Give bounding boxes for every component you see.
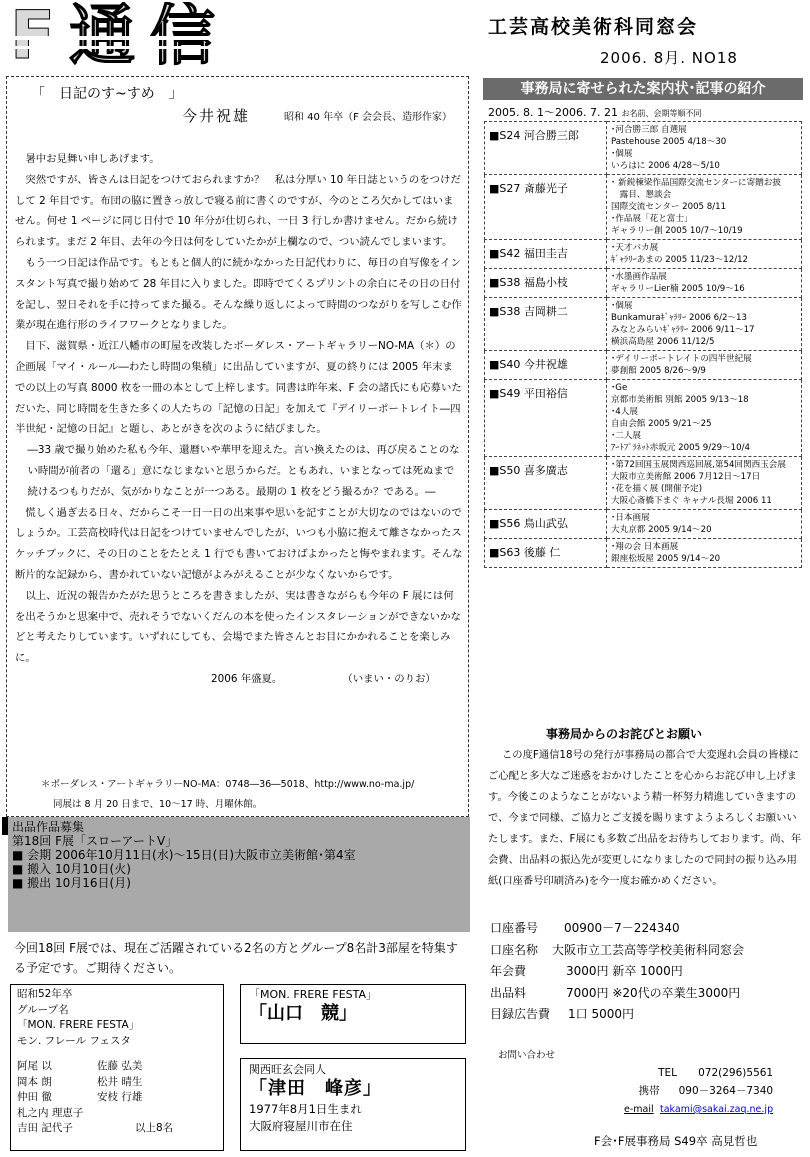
announcement-row (485, 240, 802, 269)
member-row: 岡本 朗 松井 晴生 (17, 1075, 143, 1088)
member-name: ■S50 喜多廣志 (485, 457, 607, 510)
detail-line: ･作品展「花と富士」 (611, 214, 693, 224)
entry-fee-row: 出品料 7000円 ※20代の卒業生3000円 (490, 985, 741, 1000)
essay-title: 「 日記のす~すめ 」 (31, 86, 183, 102)
detail-line: ･天才バカ展 (611, 243, 659, 253)
member-name: ■S38 吉岡耕二 (485, 298, 607, 351)
period-note: お名前、会期等順不同 (621, 109, 702, 118)
mail-row: e-mail takami@sakai.zaq.ne.jp (624, 1104, 774, 1115)
mobile-row: 携帯 090－3264－7340 (638, 1085, 774, 1097)
detail-line: ･4人展 (611, 407, 638, 417)
issue-number: 2006. 8月. NO18 (600, 49, 738, 67)
detail-line: ･花を描く展 (開催予定) (611, 484, 703, 494)
detail-line: 銀座松坂屋 2005 9/14～20 (611, 554, 721, 564)
member-name: ■S49 平田裕信 (485, 380, 607, 457)
announcement-detail (607, 380, 802, 457)
announcement-detail (607, 351, 802, 380)
detail-line: 横浜高島屋 2006 11/12/5 (611, 337, 715, 347)
detail-line: ･二人展 (611, 431, 642, 441)
member-name: ■S24 河合勝三郎 (485, 122, 607, 175)
ad-fee-row: 目録広告費 1口 5000円 (490, 1007, 634, 1021)
announcement-row (485, 298, 802, 351)
period-line (488, 104, 701, 120)
featured-artist-1 (240, 984, 466, 1044)
member-row: 札之内 理恵子 (17, 1106, 84, 1119)
contact-block (624, 1064, 773, 1119)
essay-author: 今井祝雄 (182, 107, 251, 125)
featured-artist-2 (240, 1058, 466, 1151)
detail-line: ギャラリー創 2005 10/7～10/19 (611, 226, 743, 236)
detail-line: Bunkamuraｷﾞｬﾗﾘｰ 2006 6/2～13 (611, 313, 747, 323)
detail-line: 自由会館 2005 9/21～25 (611, 419, 712, 429)
section-banner: 事務局に寄せられた案内状･記事の紹介 (483, 78, 803, 100)
detail-line: ｷﾞｬﾗﾘｰあまの 2005 11/23～12/12 (611, 255, 749, 265)
announcement-detail (607, 510, 802, 539)
exhibition-carry-out: ■ 搬出 10月16日(月) (12, 876, 131, 890)
account-name-row: 口座名称 大阪市立工芸高等学校美術科同窓会 (490, 942, 745, 957)
member-row: 仲田 徹 安枝 行雄 (17, 1091, 143, 1103)
account-info (490, 918, 744, 1026)
essay-paragraph: 目下、滋賀県・近江八幡市の町屋を改装したボーダレス・アートギャラリーNO-MA（＊）の企画展「マイ・ルール―わたし時間の集積」に出品していますが、夏の終りには 2005 年末までの以上の写真 8000 枚を一冊の本として上梓します。同書は昨年来、F 会の諸氏にも応募いただいた、同じ時間を生きた多くの人たちの「記憶の日記」を加えて『デイリーポートレイト―四半世紀・記憶の日記』と題し、あとがきを次のように結びました。 (15, 340, 462, 436)
member-row: 阿尾 以 佐藤 弘美 (17, 1060, 143, 1072)
exhibition-head: 出品作品募集 (12, 820, 85, 834)
announcement-table (484, 121, 802, 568)
detail-line: ･水墨画作品展 (611, 272, 667, 282)
announcement-row (485, 269, 802, 298)
essay-paragraph: 突然ですが、皆さんは日記をつけておられますか？ 私は分厚い 10 年日誌というのをつけだして 2 年目です。布団の脇に置きっ放しで寝る前に書くのですが、今のところ欠かしてはいません。何せ 1 ページに同じ日付で 10 年分が仕切られ、一日 3 行しか書けません。だから続けられます。まだ 2 年目、去年の今日は何をしていたかが上欄なので、つい読んでしまいます。 (15, 173, 461, 249)
exhibition-title: 第18回 F展「スローアートⅤ」 (12, 834, 178, 848)
tel-row: TEL 072(296)5561 (658, 1067, 774, 1079)
member-name: ■S27 斎藤光子 (485, 175, 607, 240)
essay-author-note: 昭和 40 年卒（F 会会長、造形作家） (284, 112, 453, 123)
detail-line: 露目、懇談会 (611, 190, 672, 200)
essay-box (6, 76, 469, 817)
announcement-detail (607, 269, 802, 298)
footnote-line: 同展は 8 月 20 日まで、10～17 時、月曜休館。 (53, 799, 263, 810)
exhibition-dates: ■ 会期 2006年10月11日(水)～15日(日)大阪市立美術館･第4室 (12, 848, 356, 862)
announcement-row (485, 351, 802, 380)
plan-text: 今回18回 F展では、現在ご活躍されている2名の方とグループ8名計3部屋を特集する予定です。ご期待ください。 (14, 941, 458, 975)
notice-title: 事務局からのお詫びとお願い (546, 727, 703, 741)
group-box (10, 984, 224, 1151)
group-line: 昭和52年卒 (17, 988, 73, 1000)
announcement-row (485, 457, 802, 510)
notice-text: この度F通信18号の発行が事務局の都合で大変遅れ会員の皆様にご心配と多大なご迷惑をおかけしたことを心からお詫び申し上げます。今後このようなことがないよう精一杯努力精進していきますので、今まで同様、ご協力とご支援を賜りますようよろしくお願いいたします。また、F展にも多数ご出品をお待ちしております。尚、年会費、出品料の振込先が変更しになりましたので同封の振り込み用紙(口座番号印刷済み)を今一度お確かめください。 (488, 749, 802, 887)
featured-born: 1977年8月1日生まれ (249, 1102, 362, 1116)
group-line: グループ名 (17, 1003, 69, 1016)
annual-fee-row: 年会費 3000円 新卒 1000円 (490, 964, 683, 978)
detail-line: ･日本画展 (611, 513, 650, 523)
footnote-line: ＊ボーダレス・アートギャラリーNO-MA：0748―36―5018、http://www.no-ma.jp/ (41, 779, 415, 790)
essay-closing (15, 669, 463, 690)
inquiry-label: お問い合わせ (498, 1050, 556, 1061)
announcement-row (485, 539, 802, 568)
announcement-detail (607, 122, 802, 175)
detail-line: Pastehouse 2005 4/18～30 (611, 137, 727, 147)
email-link[interactable]: takami@sakai.zaq.ne.jp (660, 1104, 774, 1115)
member-name: ■S40 今井祝雄 (485, 351, 607, 380)
announcement-row (485, 380, 802, 457)
period-range: 2005. 8. 1～2006. 7. 21 (488, 106, 618, 119)
detail-line: ･第72回国玉展関西巡回展,第54回関西玉会展 (611, 460, 786, 470)
essay-quote: ―33 歳で撮り始めた私も今年、還暦いや華甲を迎えた。言い換えたのは、再び戻ることのない時間が前者の「還る」意になじまないと思うからだ。ともあれ、いまとなっては死ぬまで続けるつもりだが、気がかりなことが一つある。最期の 1 枚をどう撮るか？である。― (27, 444, 460, 498)
masthead-logo (2, 2, 472, 70)
detail-line: 京都市美術館 別館 2005 9/13～18 (611, 395, 749, 405)
announcement-detail (607, 457, 802, 510)
detail-line: 国際交流センター 2005 8/11 (611, 202, 727, 212)
detail-line: 大阪心斎橋下まぐ キャナル長堀 2006 11 (611, 496, 772, 506)
group-line: 「MON. FRERE FESTA」 (17, 1019, 140, 1031)
detail-line: いろはに 2006 4/28～5/10 (611, 161, 720, 171)
detail-line: 大阪市立美術館 2006 7月12日～17日 (611, 472, 761, 482)
announcement-detail (607, 240, 802, 269)
account-number-row: 口座番号 00900－7－224340 (490, 921, 680, 935)
essay-signature: （いまい・のりお） (342, 672, 436, 685)
office-signature: F会･F展事務局 S49卒 高見哲也 (594, 1134, 758, 1148)
essay-date: 2006 年盛夏。 (211, 672, 283, 685)
member-name: ■S63 後藤 仁 (485, 539, 607, 568)
exhibition-carry-in: ■ 搬入 10月10日(火) (12, 862, 131, 876)
featured-name: 「津田 峰彦」 (249, 1078, 382, 1099)
announcement-detail (607, 298, 802, 351)
announcement-row (485, 510, 802, 539)
detail-line: ･個展 (611, 301, 633, 311)
featured-sub: 「MON. FRERE FESTA」 (249, 988, 378, 1001)
detail-line: ･デイリーポートレイトの四半世紀展 (611, 354, 752, 364)
detail-line: ｱｰﾄﾌﾟﾗﾈｯﾄ赤坂元 2005 9/29～10/4 (611, 443, 750, 453)
detail-line: ギャラリーLier楠 2005 10/9～16 (611, 284, 745, 294)
featured-home: 大阪府寝屋川市在住 (249, 1119, 353, 1133)
detail-line: 夢創館 2005 8/26～9/9 (611, 366, 706, 376)
essay-footnote (41, 775, 414, 815)
member-row: 吉田 記代子 以上8名 (17, 1122, 174, 1134)
announcement-row (485, 122, 802, 175)
essay-paragraph: 暑中お見舞い申しあげます。 (25, 153, 160, 165)
exhibition-box (8, 817, 470, 932)
member-name: ■S56 鳥山武弘 (485, 510, 607, 539)
member-name: ■S38 福島小枝 (485, 269, 607, 298)
detail-line: ･河合勝三郎 自選展 (611, 125, 687, 135)
org-name: 工芸高校美術科同窓会 (488, 16, 699, 38)
featured-name: 「山口 競」 (249, 1003, 357, 1024)
announcement-detail (607, 539, 802, 568)
essay-paragraph: 以上、近況の報告かたがた思うところを書きましたが、実は書きながらも今年の F 展には何を出そうかと思案中で、売れそうでないくだんの本を使ったインスタレーションができないかなどと考えたりしています。いずれにしても、会場でまた皆さんとお目にかかれることを楽しみに。 (15, 589, 461, 665)
member-name: ■S42 福田圭吉 (485, 240, 607, 269)
announcement-row (485, 175, 802, 240)
detail-line: ･Ge (611, 383, 628, 393)
detail-line: 大丸京都 2005 9/14～20 (611, 525, 712, 535)
detail-line: みなとみらいｷﾞｬﾗﾘｰ 2006 9/11～17 (611, 325, 755, 335)
essay-paragraph: もう一つ日記は作品です。もともと個人的に続かなかった日記代わりに、毎日の自写像をインスタント写真で撮り始めて 28 年目に入りました。即時でてくるプリントの余白にその日の日付を記し、翌日それを手に持ってまた撮る。そんな繰り返しによって時間のつながりを写しこむ作業が現在進行形のライフワークとなりました。 (15, 256, 462, 332)
essay-paragraph: 慌しく過ぎ去る日々、だからこそ一日一日の出来事や思いを記すことが大切なのではないのでしょうか。工芸高校時代は日記をつけていませんでしたが、いつも小脇に抱えて離さなかったスケッチブックに、その日のことをたとえ 1 行でも書いておけばよかったと悔やまれます。そんな断片的な記録から、書かれていない記憶がよみがえることが少なくないからです。 (15, 506, 463, 581)
announcement-detail (607, 175, 802, 240)
detail-line: ･個展 (611, 149, 633, 159)
featured-sub: 関西旺玄会同人 (249, 1063, 326, 1076)
detail-line: ･翔の会 日本画展 (611, 542, 679, 552)
essay-body (15, 149, 463, 690)
detail-line: ･ 新鋭棟梁作品国際交流センターに寄贈お披 (611, 178, 781, 188)
group-line: モン. フレール フェスタ (17, 1034, 131, 1047)
